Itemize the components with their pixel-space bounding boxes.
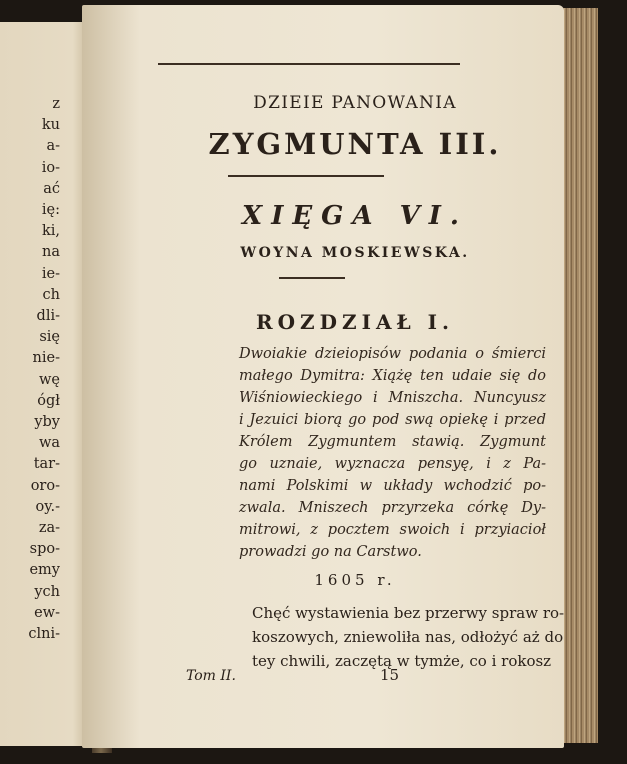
left-page-fragment: ych — [34, 583, 60, 600]
left-page-fragment: ew- — [34, 604, 60, 621]
summary-line: mitrowi, z pocztem swoich i przyiacioł — [239, 522, 546, 538]
left-page-text-fragments — [0, 94, 60, 645]
summary-line: Wiśniowieckiego i Mniszcha. Nuncyusz — [239, 390, 546, 406]
left-page-fragment: ię: — [41, 202, 60, 219]
chapter-summary — [239, 343, 546, 563]
book-title: XIĘGA VI. — [242, 201, 468, 231]
year-heading: 1605 r. — [314, 571, 396, 589]
left-page-fragment: io- — [41, 159, 60, 176]
left-page-fragment: yby — [34, 414, 60, 431]
summary-line: Dwoiakie dzieiopisów podania o śmierci — [239, 346, 546, 362]
body-text — [252, 601, 565, 673]
left-page-fragment: a- — [46, 138, 60, 155]
left-page-fragment: ki, — [41, 223, 60, 240]
summary-line: Królem Zygmuntem stawią. Zygmunt — [239, 434, 546, 450]
left-page-fragment: nie- — [32, 350, 60, 367]
main-title: ZYGMUNTA III. — [208, 127, 502, 161]
left-page-fragment: na — [42, 244, 60, 261]
left-page-fragment: ógł — [37, 392, 60, 409]
left-page-fragment: za- — [38, 520, 60, 537]
left-page-fragment: ku — [41, 117, 60, 134]
section-title: WOYNA MOSKIEWSKA. — [240, 245, 470, 261]
page-edges — [558, 8, 598, 743]
top-rule — [158, 63, 460, 65]
summary-line: małego Dymitra: Xiążę ten udaie się do — [239, 368, 546, 384]
page-number: 15 — [380, 666, 400, 684]
summary-line: prowadzi go na Carstwo. — [239, 544, 422, 560]
divider-rule — [228, 175, 384, 177]
summary-line: nami Polskimi w układy wchodzić po- — [239, 478, 546, 494]
summary-line: i Jezuici biorą go pod swą opiekę i przed — [239, 412, 546, 428]
volume-signature: Tom II. — [186, 668, 236, 684]
left-page-fragment: dli- — [36, 308, 60, 325]
summary-line: go uznaie, wyznacza pensyę, i z Pa- — [239, 456, 546, 472]
body-line: tey chwili, zaczętą w tymże, co i rokosz — [252, 652, 552, 670]
chapter-title: ROZDZIAŁ I. — [256, 310, 454, 334]
short-rule — [279, 277, 345, 279]
left-page-fragment: spo- — [29, 541, 60, 558]
right-page — [82, 5, 564, 748]
summary-line: zwala. Mniszech przyrzeka córkę Dy- — [239, 500, 546, 516]
left-page-fragment: ie- — [41, 265, 60, 282]
left-page-fragment: wa — [38, 435, 60, 452]
left-page-fragment: oro- — [30, 477, 60, 494]
body-line: koszowych, zniewoliła nas, odłożyć aż do — [252, 628, 564, 646]
left-page-fragment: emy — [29, 562, 60, 579]
left-page-fragment: ch — [42, 286, 60, 303]
left-page-fragment: tar- — [33, 456, 60, 473]
left-page-fragment: się — [39, 329, 60, 346]
left-page-fragment: oy.- — [35, 498, 60, 515]
running-title: DZIEIE PANOWANIA — [253, 93, 457, 113]
left-page-fragment: ać — [43, 180, 60, 197]
left-page-fragment: wę — [39, 371, 60, 388]
left-page-fragment: z — [52, 96, 60, 112]
body-line: Chęć wystawienia bez przerwy spraw ro- — [252, 604, 565, 622]
left-page-fragment: clni- — [28, 626, 60, 643]
